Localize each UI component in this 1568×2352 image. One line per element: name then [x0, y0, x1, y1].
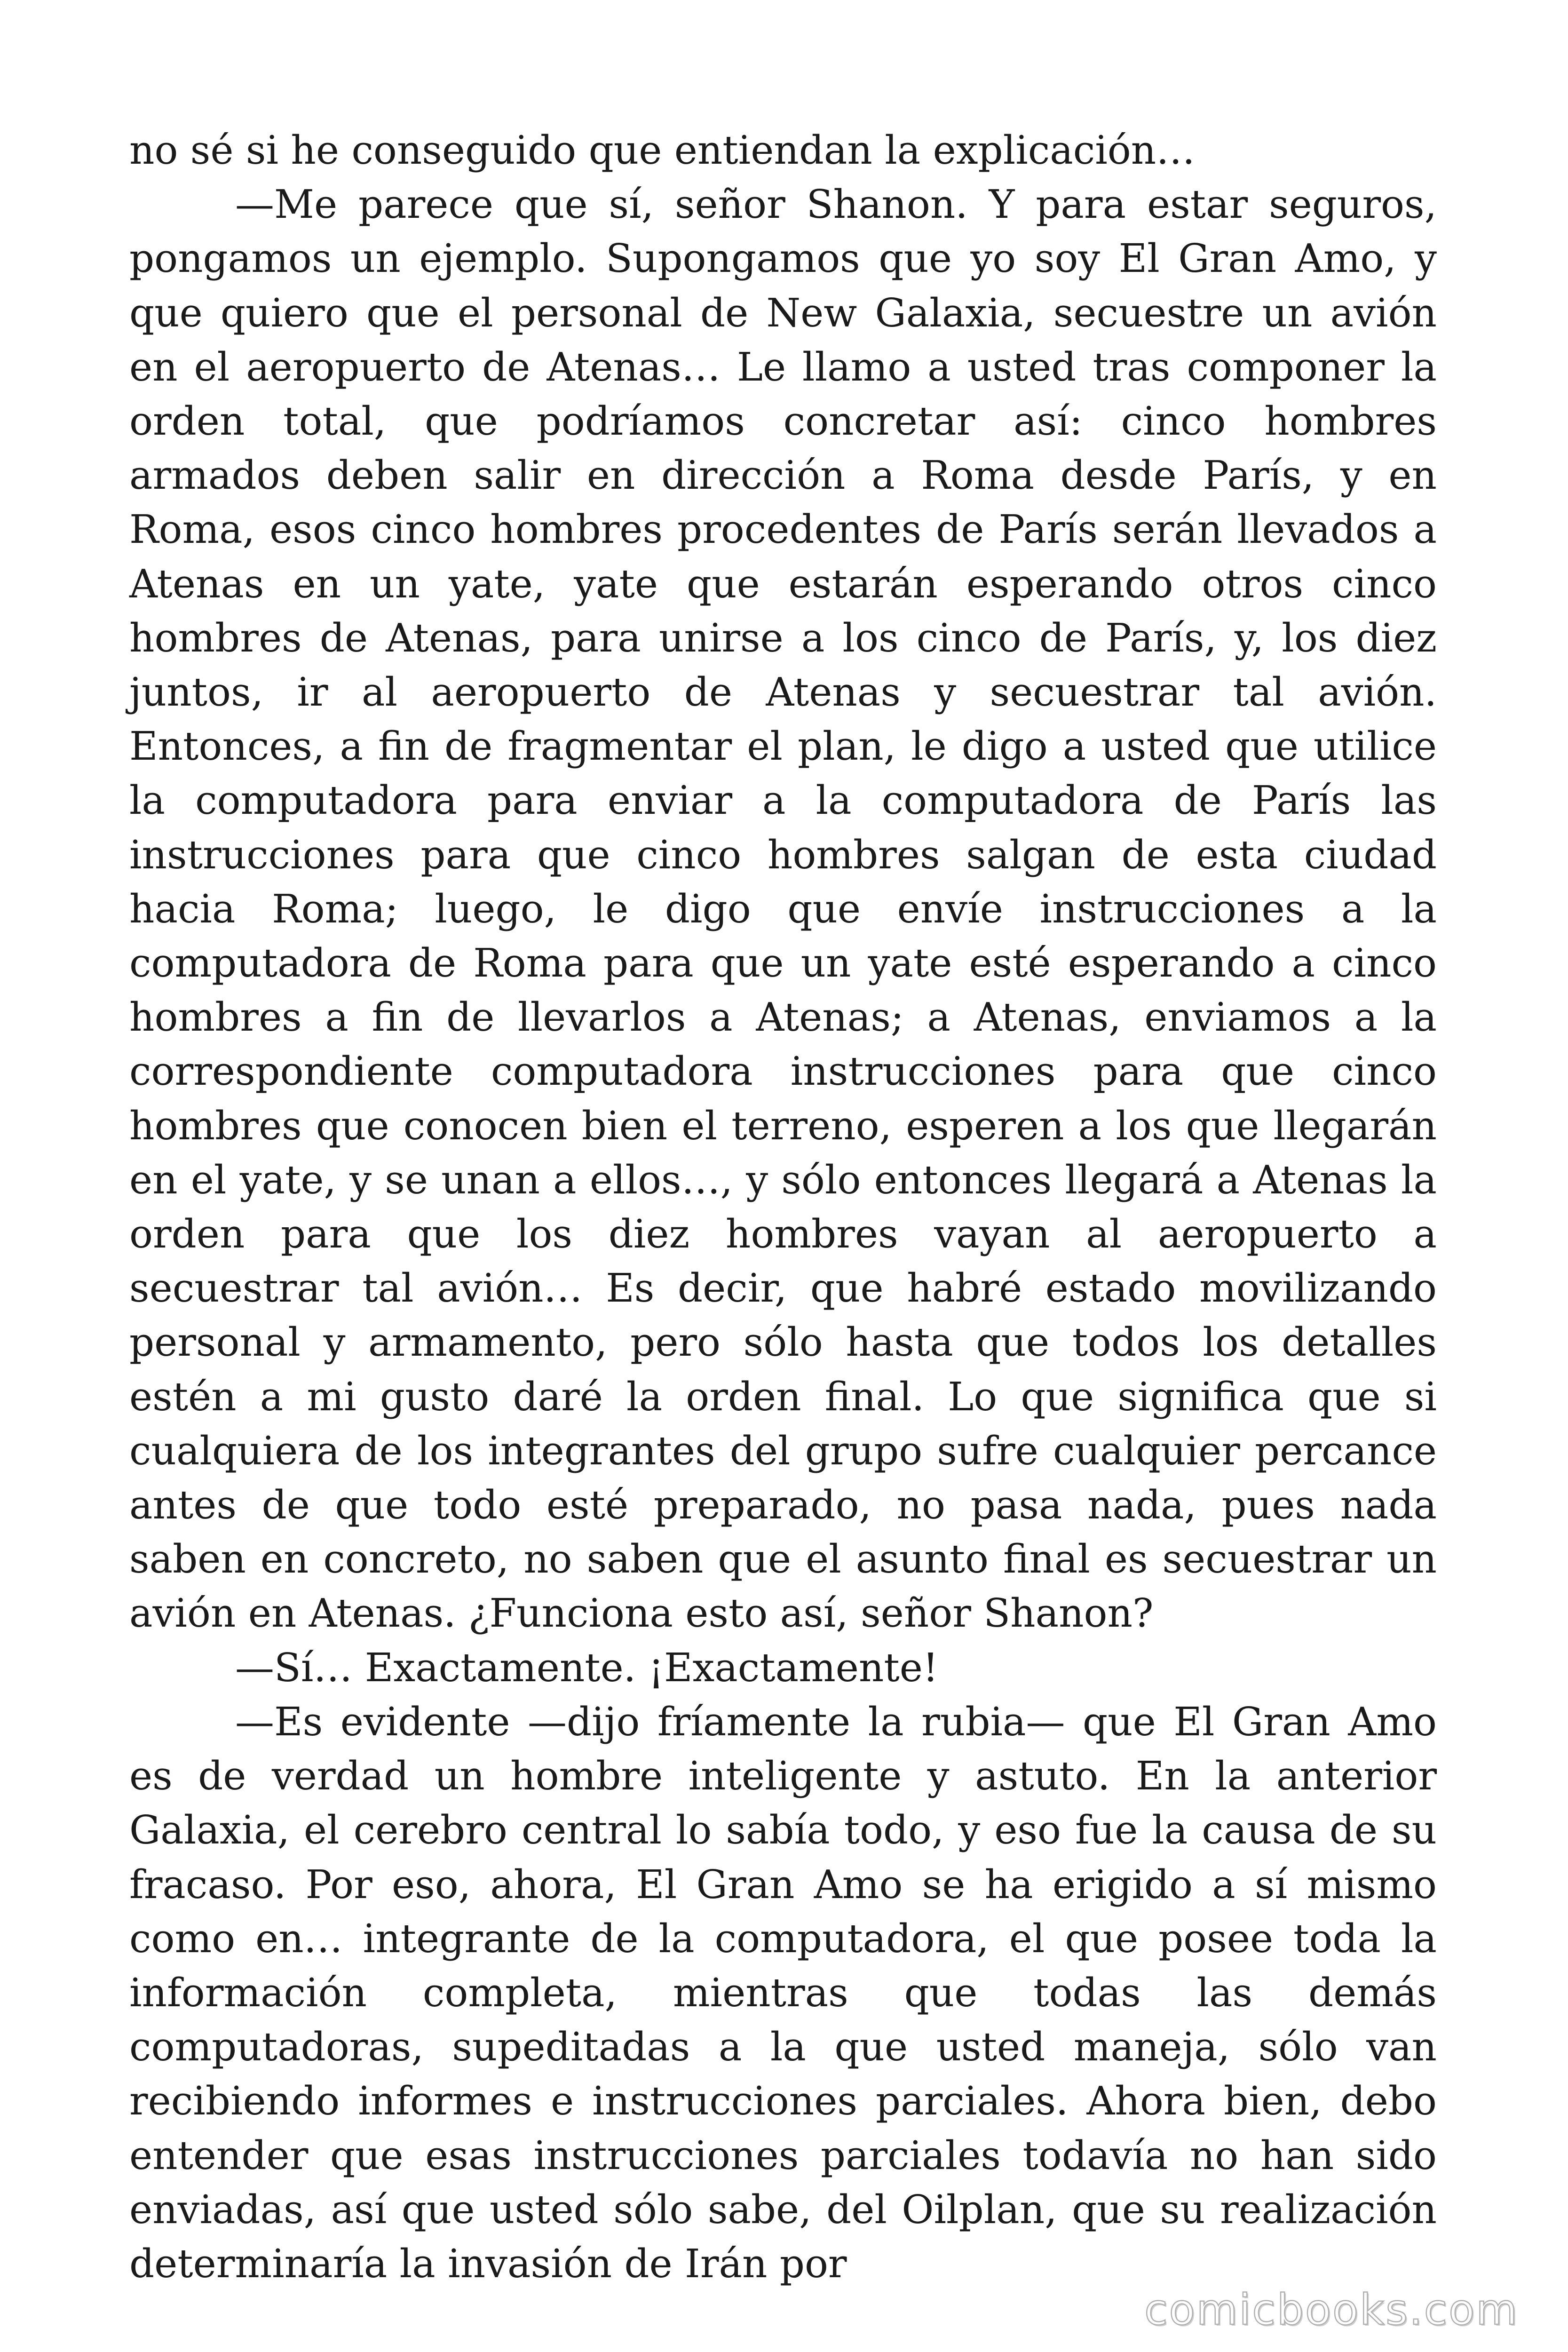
paragraph-dialogue-confirmation: —Sí… Exactamente. ¡Exactamente!: [235, 1645, 939, 1691]
paragraph-dialogue-example: —Me parece que sí, señor Shanon. Y para estar seguros, pongamos un ejemplo. Supongamos que yo soy El Gran Amo, y que quiero que el personal de New Galaxia, secuestre un avión en el aeropuerto de Atenas… Le llamo a usted tras componer la orden total, que podríamos concretar así: cinco hombres armados deben salir en dirección a Roma desde París, y en Roma, esos cinco hombres procedentes de París serán llevados a Atenas en un yate, yate que estarán esperando otros cinco hombres de Atenas, para unirse a los cinco de París, y, los diez juntos, ir al aeropuerto de Atenas y secuestrar tal avión. Entonces, a fin de fragmentar el plan, le digo a usted que utilice la computadora para enviar a la computadora de París las instrucciones para que cinco hombres salgan de esta ciudad hacia Roma; luego, le digo que envíe instrucciones a la computadora de Roma para que un yate esté esperando a cinco hombres a fin de llevarlos a Atenas; a Atenas, enviamos a la correspondiente computadora instrucciones para que cinco hombres que conocen bien el terreno, esperen a los que llegarán en el yate, y se unan a ellos…, y sólo entonces llegará a Atenas la orden para que los diez hombres vayan al aeropuerto a secuestrar tal avión… Es decir, que habré estado movilizando personal y armamento, pero sólo hasta que todos los detalles estén a mi gusto daré la orden final. Lo que significa que si cualquiera de los integrantes del grupo sufre cualquier percance antes de que todo esté preparado, no pasa nada, pues nada saben en concreto, no saben que el asunto final es secuestrar un avión en Atenas. ¿Funciona esto así, señor Shanon?: [129, 182, 1437, 1637]
body-text: [129, 123, 1437, 2291]
paragraph-dialogue-rubia: —Es evidente —dijo fríamente la rubia— que El Gran Amo es de verdad un hombre inteligente y astuto. En la anterior Galaxia, el cerebro central lo sabía todo, y eso fue la causa de su fracaso. Por eso, ahora, El Gran Amo se ha erigido a sí mismo como en… integrante de la computadora, el que posee toda la información completa, mientras que todas las demás computadoras, supeditadas a la que usted maneja, sólo van recibiendo informes e instrucciones parciales. Ahora bien, debo entender que esas instrucciones parciales todavía no han sido enviadas, así que usted sólo sabe, del Oilplan, que su realización determinaría la invasión de Irán por: [129, 1699, 1437, 2287]
paragraph-continuation: no sé si he conseguido que entiendan la explicación…: [129, 127, 1196, 173]
watermark-text: comicbooks.com: [1144, 2285, 1519, 2335]
